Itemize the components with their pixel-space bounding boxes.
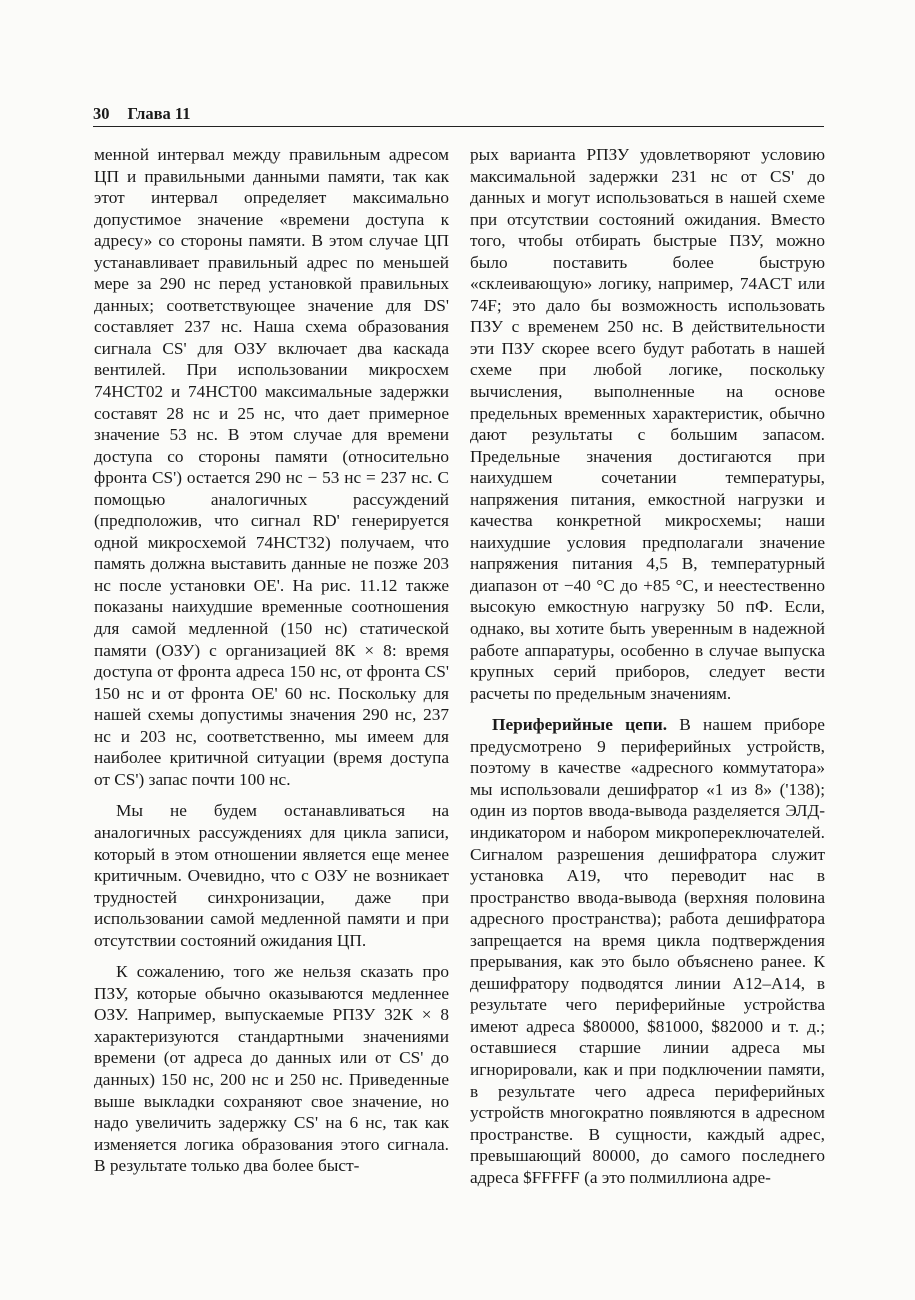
paragraph: Мы не будем останавливаться на аналогичных рассуждениях для цикла записи, который в этом отношении является еще менее критичным. Очевидно, что с ОЗУ не возникает трудностей синхронизации, даже при использовании самой медленной памяти и при отсутствии состояний ожидания ЦП.	[94, 801, 449, 950]
paragraph: К сожалению, того же нельзя сказать про ПЗУ, которые обычно оказываются медленнее ОЗУ. Например, выпускаемые РПЗУ 32К × 8 характеризуются стандартными значениями времени (от адреса до данных или от CS' до данных) 150 нс, 200 нс и 250 нс. Приведенные выше выкладки сохраняют свое значение, но надо увеличить задержку CS' на 6 нс, так как изменяется логика образования этого сигнала. В результате только два более быст-	[94, 962, 449, 1176]
running-header	[93, 104, 823, 126]
header-rule	[93, 126, 824, 127]
section-lead: Периферийные цепи.	[492, 715, 668, 735]
paragraph: менной интервал между правильным адресом ЦП и правильными данными памяти, так как этот интервал определяет максимально допустимое значение «времени доступа к адресу» со стороны памяти. В этом случае ЦП устанавливает правильный адрес по меньшей мере за 290 нс перед установкой правильных данных; соответствующее значение для DS' составляет 237 нс. Наша схема образования сигнала CS' для ОЗУ включает два каскада вентилей. При использовании микросхем 74НСТ02 и 74НСТ00 максимальные задержки составят 28 нс и 25 нс, что дает примерное значение 53 нс. В этом случае для времени доступа со стороны памяти (относительно фронта CS') остается 290 нс − 53 нс = 237 нс. С помощью аналогичных рассуждений (предположив, что сигнал RD' генерируется одной микросхемой 74НСТ32) получаем, что память должна выставить данные не позже 203 нс после установки OE'. На рис. 11.12 также показаны наихудшие временные соотношения для самой медленной (150 нс) статической памяти (ОЗУ) с организацией 8К × 8: время доступа от фронта адреса 150 нс, от фронта CS' 150 нс и от фронта OE' 60 нс. Поскольку для нашей схемы допустимы значения 290 нс, 237 нс и 203 нс, соответственно, мы имеем для наиболее критичной ситуации (время доступа от CS') запас почти 100 нс.	[94, 145, 449, 789]
left-column	[94, 144, 449, 1177]
page-number: 30	[93, 104, 110, 123]
paragraph: рых варианта РПЗУ удовлетворяют условию максимальной задержки 231 нс от CS' до данных и могут использоваться в нашей схеме при отсутствии состояний ожидания. Вместо того, чтобы отбирать быстрые ПЗУ, можно было поставить более быструю «склеивающую» логику, например, 74ACT или 74F; это дало бы возможность использовать ПЗУ с временем 250 нс. В действительности эти ПЗУ скорее всего будут работать в нашей схеме при любой логике, поскольку вычисления, выполненные на основе предельных временных характеристик, обычно дают результаты с большим запасом. Предельные значения достигаются при наихудшем сочетании температуры, напряжения питания, емкостной нагрузки и качества конкретной микросхемы; наши наихудшие условия предполагали значение напряжения питания 4,5 В, температурный диапазон от −40 °C до +85 °C, и неестественно высокую емкостную нагрузку 50 пФ. Если, однако, вы хотите быть уверенным в надежной работе аппаратуры, особенно в случае выпуска крупных серий приборов, следует вести расчеты по предельным значениям.	[470, 145, 825, 703]
right-column	[470, 144, 825, 1188]
chapter-title: Глава 11	[127, 104, 191, 123]
paragraph-peripheral	[470, 714, 825, 1188]
paragraph-text: В нашем приборе предусмотрено 9 периферийных устройств, поэтому в качестве «адресного коммутатора» мы использовали дешифратор «1 из 8» ('138); один из портов ввода-вывода разделяется ЭЛД-индикатором и набором микропереключателей. Сигналом разрешения дешифратора служит установка A19, что переводит нас в пространство ввода-вывода (верхняя половина адресного пространства); работа дешифратора запрещается на время цикла подтверждения прерывания, как это было объяснено ранее. К дешифратору подводятся линии A12–A14, в результате чего периферийные устройства имеют адреса $80000, $81000, $82000 и т. д.; оставшиеся старшие линии адреса мы игнорировали, как и при подключении памяти, в результате чего адреса периферийных устройств многократно появляются в адресном пространстве. В сущности, каждый адрес, превышающий 80000, до самого последнего адреса $FFFFF (а это полмиллиона адре-	[470, 715, 825, 1187]
